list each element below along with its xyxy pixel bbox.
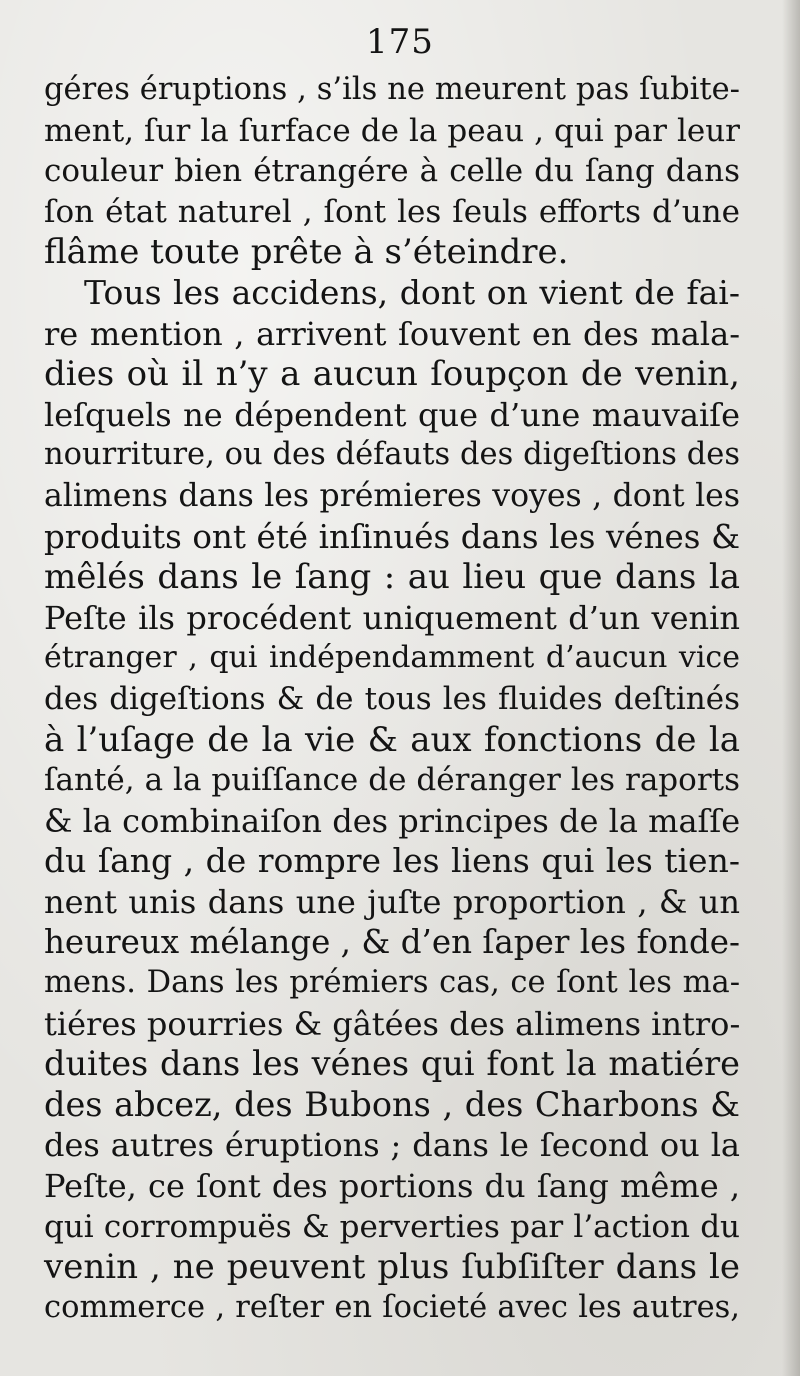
text-line: commerce , reſter en ſocieté avec les autres,: [44, 1289, 740, 1325]
text-line: mêlés dans le ſang : au lieu que dans la: [44, 557, 740, 598]
text-line: nent unis dans une juſte proportion , & un: [44, 882, 740, 921]
text-line: leſquels ne dépendent que d’une mauvaiſe: [44, 395, 740, 434]
text-line: produits ont été inſinués dans les vénes &: [44, 517, 740, 556]
page-number: 175: [366, 22, 434, 62]
text-line: alimens dans les prémieres voyes , dont les: [44, 477, 740, 514]
text-line: heureux mélange , & d’en ſaper les fonde-: [44, 923, 740, 962]
text-line: tiéres pourries & gâtées des alimens intro-: [44, 1004, 741, 1043]
text-line: des digeſtions & de tous les fluides deſtinés: [44, 680, 740, 717]
text-line: ſanté, a la puiſſance de déranger les raports: [44, 762, 740, 799]
text-line: Peſte ils procédent uniquement d’un venin: [44, 598, 740, 637]
text-line: dies où il n’y a aucun ſoupçon de venin,: [44, 354, 740, 395]
text-line: qui corrompuës & perverties par l’action du: [44, 1208, 740, 1245]
text-line: couleur bien étrangére à celle du ſang dans: [44, 153, 740, 190]
page-edge-shadow: [782, 0, 800, 1376]
text-line: Peſte, ce ſont des portions du ſang même ,: [44, 1167, 740, 1206]
text-line: & la combinaiſon des principes de la maſſe: [44, 801, 741, 840]
text-line: géres éruptions , s’ils ne meurent pas ſubite-: [44, 72, 740, 107]
text-line: re mention , arrivent ſouvent en des mala-: [44, 314, 740, 353]
text-line: duites dans les vénes qui font la matiére: [44, 1044, 740, 1084]
text-line: venin , ne peuvent plus ſubſiſter dans le: [44, 1247, 740, 1288]
text-line: du ſang , de rompre les liens qui les tien-: [44, 841, 740, 881]
text-line: Tous les accidens, dont on vient de fai-: [84, 272, 740, 312]
text-line: des abcez, des Bubons , des Charbons &: [44, 1084, 740, 1124]
text-line: flâme toute prête à s’éteindre.: [44, 232, 569, 273]
text-line: étranger , qui indépendamment d’aucun vice: [44, 640, 740, 676]
text-line: ſon état naturel , ſont les ſeuls efforts d’une: [44, 193, 740, 230]
text-line: mens. Dans les prémiers cas, ce ſont les ma-: [44, 965, 740, 1001]
text-line: ment, ſur la ſurface de la peau , qui par leur: [44, 112, 740, 149]
text-line: nourriture, ou des défauts des digeſtions des: [44, 437, 740, 473]
body-text: [44, 70, 740, 1328]
text-line: des autres éruptions ; dans le ſecond ou la: [44, 1126, 740, 1165]
text-line: à l’uſage de la vie & aux fonctions de la: [44, 719, 740, 760]
